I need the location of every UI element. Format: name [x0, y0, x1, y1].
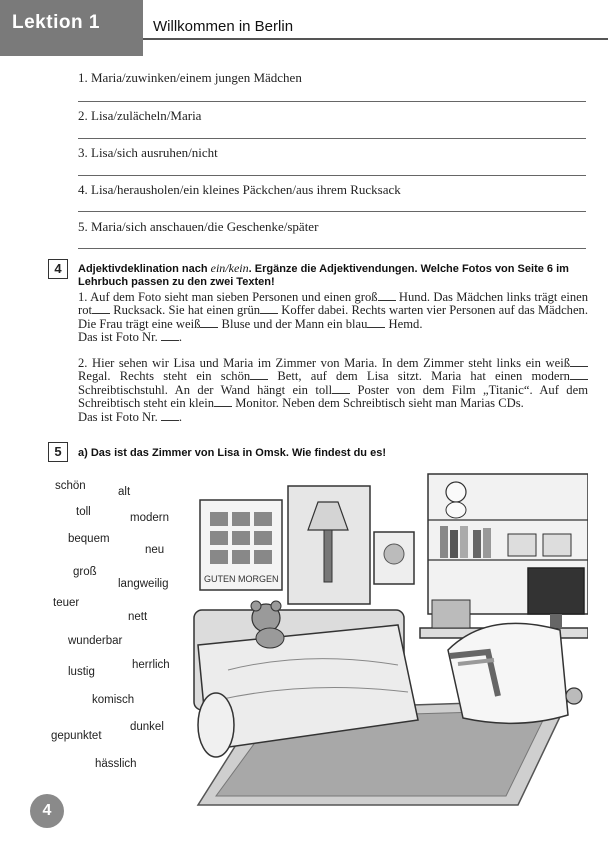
ending-blank[interactable] [570, 370, 588, 380]
adjective-word: dunkel [130, 721, 164, 733]
text-1-sentence: Koffer dabei. Rechts warten vier Personen auf das Mädchen. Die Frau trägt eine weiß [78, 303, 588, 331]
adjective-word: nett [128, 611, 148, 623]
chapter-title: Willkommen in Berlin [153, 18, 294, 35]
photo-number-end: . [178, 330, 183, 345]
ending-blank[interactable] [570, 357, 588, 367]
ending-blank[interactable] [214, 397, 232, 407]
monitor [528, 568, 584, 614]
ending-blank[interactable] [200, 318, 218, 328]
task-4-number: 4 [48, 259, 68, 279]
task-4-heading [78, 262, 590, 289]
adjective-word: alt [118, 486, 131, 498]
adjective-word: lustig [68, 666, 95, 678]
stuffed-rabbit [446, 482, 466, 502]
text-2-sentence: Monitor. Neben dem Schreibtisch sieht man Marias CDs. [232, 396, 524, 411]
room-illustration [188, 460, 588, 830]
task-4-heading-part1: Adjektivdeklination nach [78, 263, 211, 275]
ball [566, 688, 582, 704]
ending-blank[interactable] [367, 318, 385, 328]
ending-blank[interactable] [250, 370, 268, 380]
shoe [198, 693, 234, 757]
text-2-sentence: Bett, auf dem Lisa sitzt. Maria hat einen modern [268, 369, 570, 384]
ending-blank[interactable] [92, 304, 110, 314]
photo-number-blank[interactable] [161, 411, 179, 421]
book-stack [432, 600, 470, 628]
task-4-text-2 [78, 357, 588, 424]
exercise-item-1: 1. Maria/zuwinken/einem jungen Mädchen [78, 70, 302, 85]
adjective-word: bequem [68, 533, 110, 545]
photo-number-end: . [178, 409, 183, 424]
header-rule [143, 38, 608, 40]
lesson-tab-title: Lektion 1 [12, 12, 100, 33]
adjective-word: groß [73, 566, 97, 578]
text-2-sentence: 2. Hier sehen wir Lisa und Maria im Zimmer von Maria. In dem Zimmer steht links ein weiß [78, 356, 570, 370]
answer-line-2[interactable] [78, 138, 586, 139]
task-4-heading-part2: . Ergänze die Adjektivendungen. Welche Fotos von Seite 6 im Lehrbuch passen zu den zwei Texten! [78, 263, 569, 288]
ending-blank[interactable] [378, 291, 396, 301]
adjective-word: komisch [92, 694, 135, 706]
task-5-number: 5 [48, 442, 68, 462]
adjective-word: wunderbar [68, 635, 123, 647]
text-1-sentence: Rucksack. Sie hat einen grün [110, 303, 261, 318]
text-1-sentence: 1. Auf dem Foto sieht man sieben Personen und einen groß [78, 290, 378, 304]
photo-number-label: Das ist Foto Nr. [78, 409, 161, 424]
exercise-item-3: 3. Lisa/sich ausruhen/nicht [78, 145, 218, 160]
text-2-sentence: Regal. Rechts steht ein schön [78, 369, 251, 384]
exercise-item-2: 2. Lisa/zulächeln/Maria [78, 108, 202, 123]
adjective-word: hässlich [95, 758, 137, 770]
photo-number-label: Das ist Foto Nr. [78, 330, 161, 345]
text-2-sentence: Schreibtischstuhl. An der Wand hängt ein toll [78, 382, 333, 397]
adjective-word: neu [145, 544, 165, 556]
adjective-word: gepunktet [51, 730, 102, 742]
text-1-sentence: Hund. Das Mädchen links trägt einen rot [78, 290, 589, 318]
poster-text: GUTEN MORGEN [204, 574, 279, 584]
exercise-item-5: 5. Maria/sich anschauen/die Geschenke/später [78, 219, 319, 234]
exercise-item-4: 4. Lisa/herausholen/ein kleines Päckchen/aus ihrem Rucksack [78, 182, 401, 197]
task-4-heading-italic: ein/kein [210, 261, 249, 275]
photo-number-blank[interactable] [161, 331, 179, 341]
armchair [448, 623, 568, 723]
adjective-word: langweilig [118, 578, 169, 590]
ending-blank[interactable] [260, 304, 278, 314]
adjective-word: schön [55, 480, 86, 492]
task-5-heading: a) Das ist das Zimmer von Lisa in Omsk. Wie findest du es! [78, 447, 386, 459]
answer-line-4[interactable] [78, 211, 586, 212]
text-1-sentence: Hemd. [385, 316, 423, 331]
adjective-word: modern [130, 512, 169, 524]
task-4-text-1 [78, 291, 588, 345]
answer-line-5[interactable] [78, 248, 586, 249]
adjective-word: herrlich [132, 659, 170, 671]
page-number: 4 [30, 794, 64, 828]
adjective-word: teuer [53, 597, 80, 609]
text-1-sentence: Bluse und der Mann ein blau [218, 316, 368, 331]
text-2-sentence: Poster von dem Film „Titanic“. Auf dem Schreibtisch steht ein klein [78, 382, 588, 411]
adjective-word: toll [76, 506, 91, 518]
answer-line-3[interactable] [78, 175, 586, 176]
ending-blank[interactable] [332, 384, 350, 394]
answer-line-1[interactable] [78, 101, 586, 102]
